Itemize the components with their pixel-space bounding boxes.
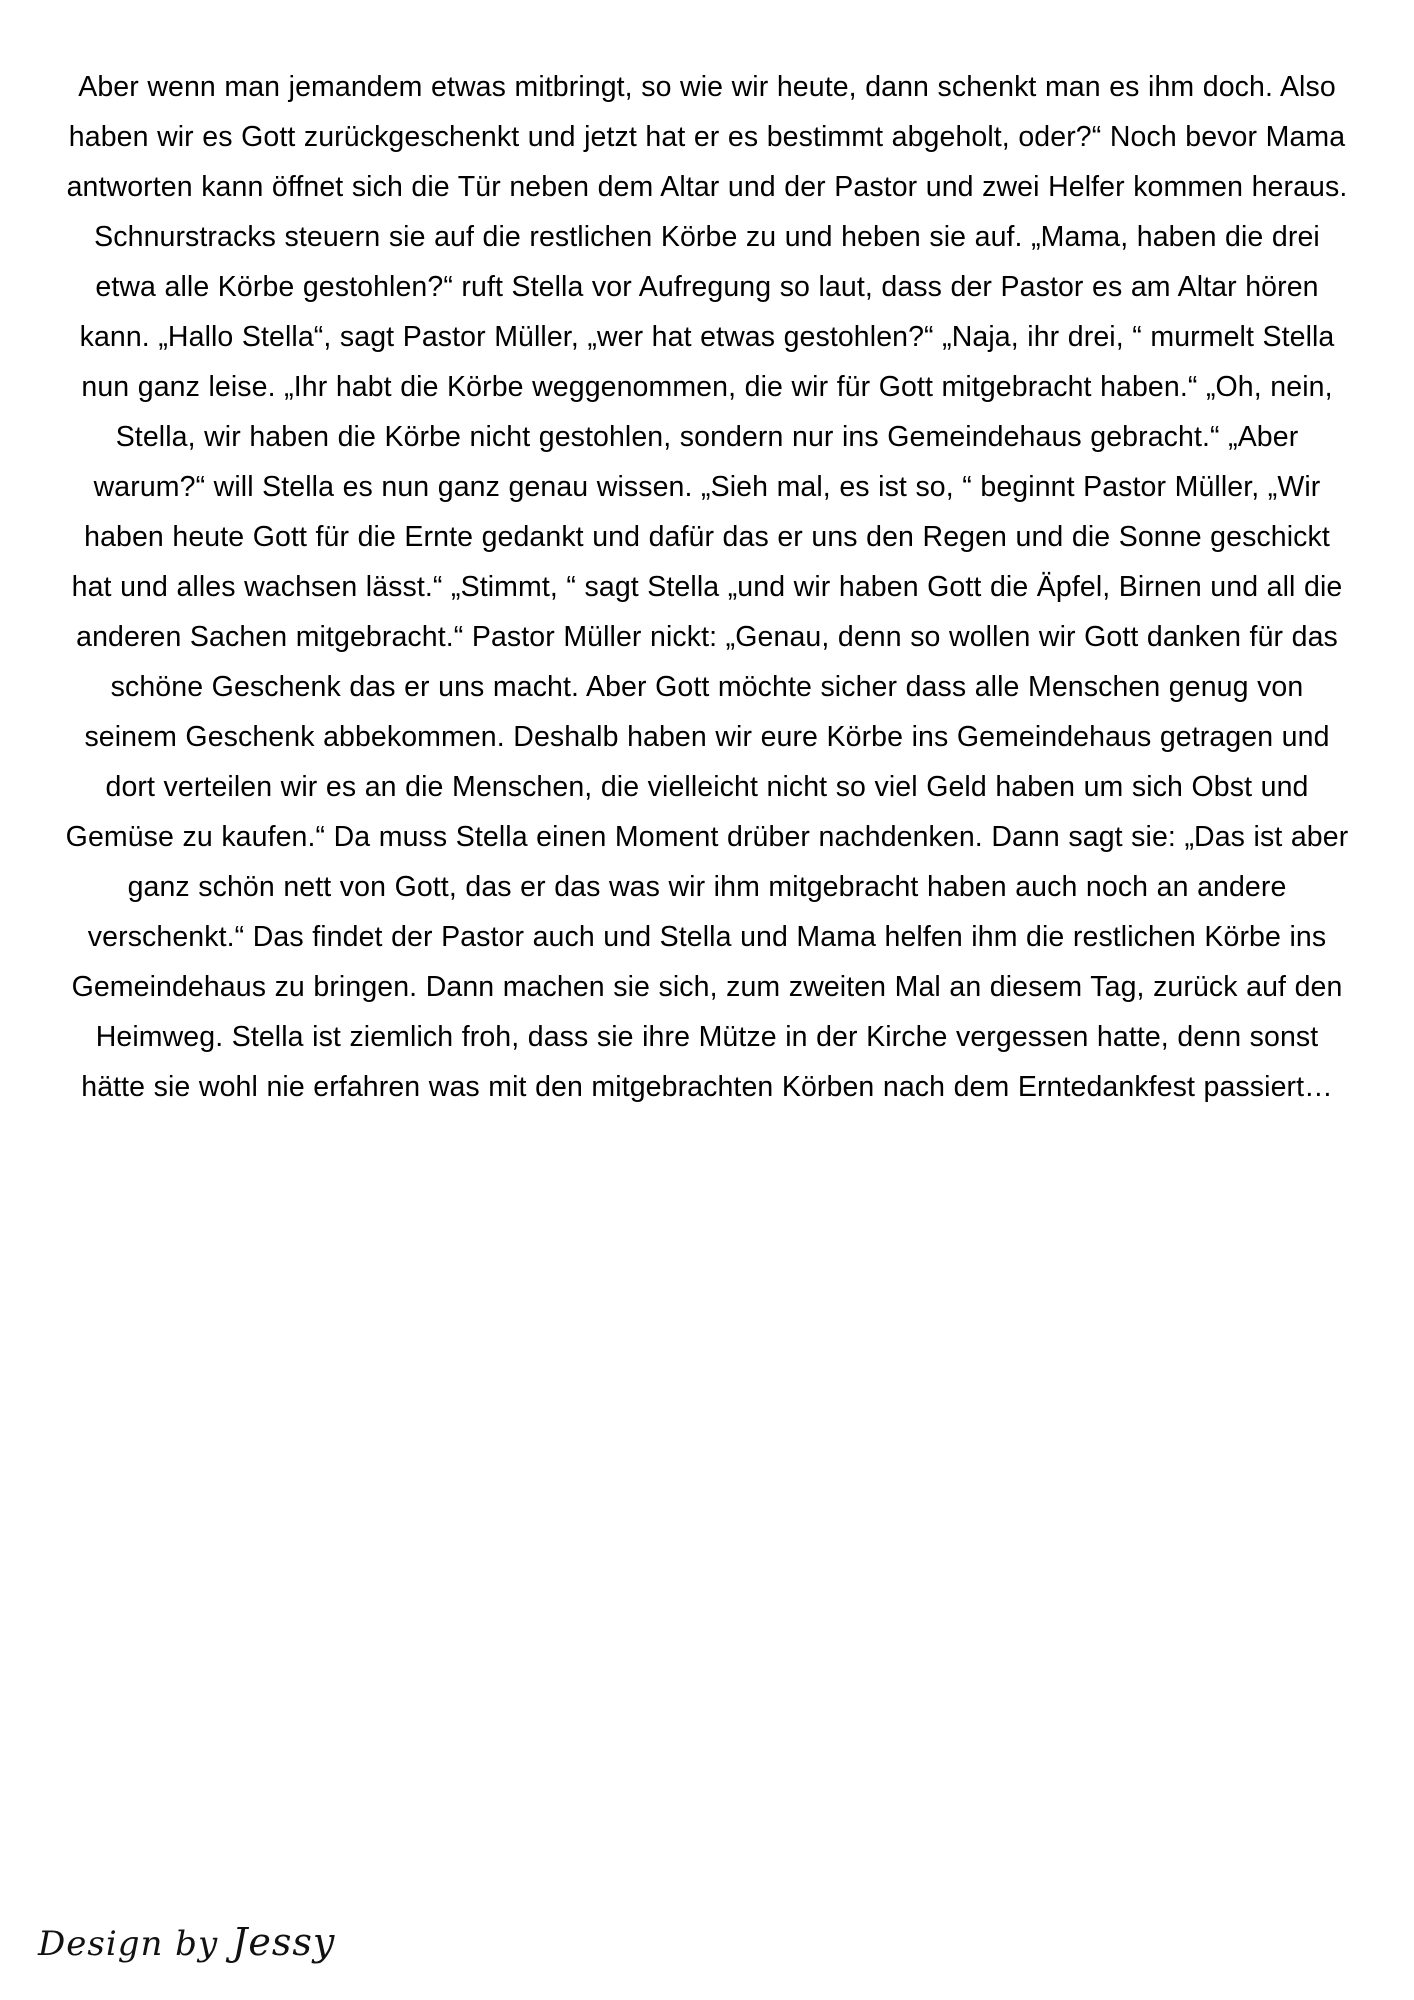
designer-credit	[38, 1920, 335, 1964]
designer-credit-prefix: Design by	[38, 1924, 219, 1964]
story-body-text: Aber wenn man jemandem etwas mitbringt, so wie wir heute, dann schenkt man es ihm doch. Also haben wir es Gott zurückgeschenkt und jetzt hat er es bestimmt abgeholt, oder?“ Noch bevor Mama antworten kann öffnet sich die Tür neben dem Altar und der Pastor und zwei Helfer kommen heraus. Schnurstracks steuern sie auf die restlichen Körbe zu und heben sie auf. „Mama, haben die drei etwa alle Körbe gestohlen?“ ruft Stella vor Aufregung so laut, dass der Pastor es am Altar hören kann. „Hallo Stella“, sagt Pastor Müller, „wer hat etwas gestohlen?“ „Naja, ihr drei, “ murmelt Stella nun ganz leise. „Ihr habt die Körbe weggenommen, die wir für Gott mitgebracht haben.“ „Oh, nein, Stella, wir haben die Körbe nicht gestohlen, sondern nur ins Gemeindehaus gebracht.“ „Aber warum?“ will Stella es nun ganz genau wissen. „Sieh mal, es ist so, “ beginnt Pastor Müller, „Wir haben heute Gott für die Ernte gedankt und dafür das er uns den Regen und die Sonne geschickt hat und alles wachsen lässt.“ „Stimmt, “ sagt Stella „und wir haben Gott die Äpfel, Birnen und all die anderen Sachen mitgebracht.“ Pastor Müller nickt: „Genau, denn so wollen wir Gott danken für das schöne Geschenk das er uns macht. Aber Gott möchte sicher dass alle Menschen genug von seinem Geschenk abbekommen. Deshalb haben wir eure Körbe ins Gemeindehaus getragen und dort verteilen wir es an die Menschen, die vielleicht nicht so viel Geld haben um sich Obst und Gemüse zu kaufen.“ Da muss Stella einen Moment drüber nachdenken. Dann sagt sie: „Das ist aber ganz schön nett von Gott, das er das was wir ihm mitgebracht haben auch noch an andere verschenkt.“ Das findet der Pastor auch und Stella und Mama helfen ihm die restlichen Körbe ins Gemeindehaus zu bringen. Dann machen sie sich, zum zweiten Mal an diesem Tag, zurück auf den Heimweg. Stella ist ziemlich froh, dass sie ihre Mütze in der Kirche vergessen hatte, denn sonst hätte sie wohl nie erfahren was mit den mitgebrachten Körben nach dem Erntedankfest passiert…	[65, 71, 1357, 1103]
designer-credit-name: Jessy	[232, 1920, 336, 1964]
